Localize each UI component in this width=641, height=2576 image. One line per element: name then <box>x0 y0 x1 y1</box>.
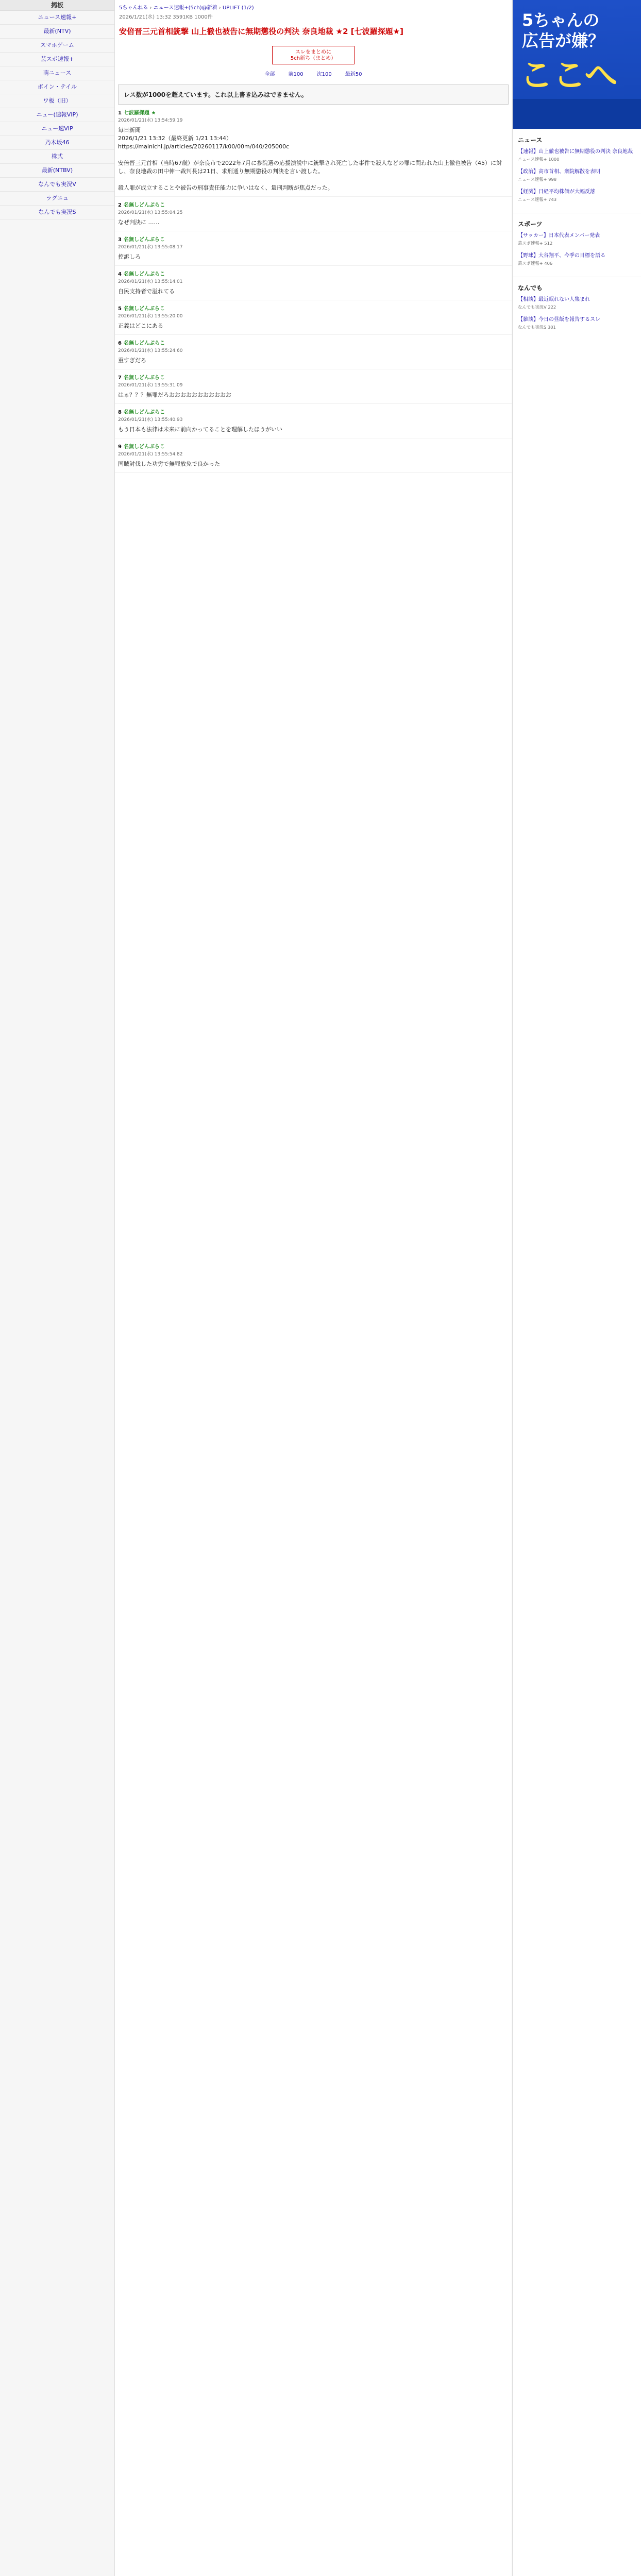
post-body: 重すぎだろ <box>118 357 146 364</box>
left-nav-item[interactable]: なんでも実況S <box>0 206 114 219</box>
post-date: 2026/01/21(水) 13:55:40.93 <box>118 417 183 422</box>
sidebar-item-title: 【サッカー】日本代表メンバー発表 <box>518 233 600 239</box>
post-header-left <box>118 409 183 423</box>
post-header-left <box>118 306 183 320</box>
left-nav-item[interactable]: 乃木坂46 <box>0 136 114 150</box>
sidebar-item[interactable] <box>518 189 636 204</box>
left-nav-item[interactable]: 最新(NTV) <box>0 25 114 39</box>
post-body: なぜ判決に …… <box>118 219 160 226</box>
post-header <box>118 236 509 251</box>
sidebar-item[interactable] <box>518 168 636 183</box>
sidebar-other-list <box>518 296 636 331</box>
post-author: 名無しどんぶらこ <box>123 202 165 208</box>
post-number[interactable]: 2 <box>118 202 122 208</box>
sidebar-item-title: 【速報】山上徹也被告に無期懲役の判決 奈良地裁 <box>518 149 633 155</box>
sidebar-item[interactable] <box>518 296 636 311</box>
matome-banner[interactable] <box>272 46 355 64</box>
ad-banner[interactable] <box>513 0 641 129</box>
post-date: 2026/01/21(水) 13:55:20.00 <box>118 314 183 319</box>
sidebar-item-title: 【雑談】今日の昼飯を報告するスレ <box>518 317 600 323</box>
sidebar-news-list <box>518 148 636 204</box>
thread-tabs <box>115 70 512 77</box>
sidebar-item-meta: なんでも実況V 222 <box>518 304 556 310</box>
post-author: 名無しどんぶらこ <box>123 306 165 312</box>
tab-all[interactable]: 全部 <box>264 72 275 77</box>
sidebar-other-section <box>513 277 641 341</box>
right-sidebar <box>512 0 641 2576</box>
post-date: 2026/01/21(水) 13:55:54.82 <box>118 452 183 457</box>
sidebar-sports-list <box>518 232 636 267</box>
left-nav-item[interactable]: 株式 <box>0 150 114 164</box>
post-author: 名無しどんぶらこ <box>123 341 165 346</box>
post-header <box>118 375 509 389</box>
post-header <box>118 306 509 320</box>
sidebar-item[interactable] <box>518 252 636 267</box>
post-author: 名無しどんぶらこ <box>123 444 165 450</box>
post-list <box>115 105 512 473</box>
breadcrumb-item-home[interactable]: 5ちゃんねる <box>119 5 148 11</box>
post <box>115 231 512 266</box>
post-body: 控訴しろ <box>118 253 141 260</box>
left-nav-item[interactable]: 最新(NTBV) <box>0 164 114 178</box>
post-date: 2026/01/21(水) 13:55:14.01 <box>118 279 183 284</box>
left-nav <box>0 0 115 2576</box>
left-nav-list <box>0 11 114 219</box>
sidebar-item-meta: 芸スポ速報+ 406 <box>518 261 553 266</box>
sidebar-news-title: ニュース <box>518 137 543 144</box>
sidebar-sports-section <box>513 213 641 277</box>
sidebar-item-meta: なんでも実況S 301 <box>518 325 556 330</box>
left-nav-item[interactable]: ボイン・テイル <box>0 80 114 94</box>
post-body: 毎日新聞 2026/1/21 13:32（最終更新 1/21 13:44） https://mainichi.jp/articles/20260117/k00/00m/040/205000c 安倍晋三元首相（当時67歳）が奈良市で2022年7月に参院選の応援演説中に銃撃され死亡した事件で殺人などの罪に問われた山上徹也被告（45）に対し、奈良地裁の田中伸一裁判長は21日、求刑通り無期懲役の判決を言い渡した。 殺人罪が成立することや被告の刑事責任能力に争いはなく、量刑判断が焦点だった。 <box>118 127 502 191</box>
sidebar-sports-title: スポーツ <box>518 221 543 228</box>
tab-latest-50[interactable]: 最新50 <box>345 72 362 77</box>
post-date: 2026/01/21(水) 13:55:04.25 <box>118 210 183 215</box>
post-header <box>118 202 509 216</box>
tab-next-100[interactable]: 次100 <box>316 72 332 77</box>
post-header-left <box>118 271 183 285</box>
post-number[interactable]: 5 <box>118 306 122 312</box>
post-header-left <box>118 202 183 216</box>
sidebar-item-meta: ニュース速報+ 743 <box>518 197 557 202</box>
left-nav-item[interactable]: 芸スポ速報+ <box>0 53 114 66</box>
left-nav-header: 掲板 <box>0 0 114 11</box>
post-header-left <box>118 236 183 251</box>
ad-line-3: ここへ <box>520 57 618 95</box>
post-date: 2026/01/21(水) 13:55:08.17 <box>118 245 183 250</box>
post-author: 名無しどんぶらこ <box>123 237 165 243</box>
sidebar-item-meta: 芸スポ速報+ 512 <box>518 241 553 246</box>
sidebar-news-section <box>513 129 641 213</box>
sidebar-item-meta: ニュース速報+ 998 <box>518 177 557 182</box>
post-body: もう日本も法律は未来に前向かってることを理解したほうがいい <box>118 426 282 433</box>
post-date: 2026/01/21(水) 13:54:59.19 <box>118 118 183 123</box>
post-author: 七波羅探題 ★ <box>123 110 156 116</box>
post <box>115 404 512 438</box>
sidebar-item-title: 【野球】大谷翔平、今季の目標を語る <box>518 253 605 259</box>
ad-bottom-bar <box>513 99 641 129</box>
thread-title: 安倍晋三元首相銃撃 山上徹也被告に無期懲役の判決 奈良地裁 ★2 [七波羅探題★] <box>119 27 403 36</box>
post-number[interactable]: 9 <box>118 444 122 450</box>
post-number[interactable]: 8 <box>118 410 122 415</box>
breadcrumb: 5ちゃんねる › ニュース速報+(5ch)@新着 › UPLIFT (1/2) <box>119 5 254 11</box>
breadcrumb-item-thread[interactable]: UPLIFT (1/2) <box>222 5 254 11</box>
post-header <box>118 444 509 458</box>
post-header-left <box>118 375 183 389</box>
banner-line-2: 5ch新ち（まとめ） <box>290 56 336 61</box>
sidebar-item-title: 【経済】日経平均株価が大幅反落 <box>518 189 595 195</box>
post-body: はぁ？？？無罪だろおおおおおおおおおおお <box>118 392 231 398</box>
sidebar-item-meta: ニュース速報+ 1000 <box>518 157 560 162</box>
left-nav-item[interactable]: ニュー(速報VIP) <box>0 108 114 122</box>
sidebar-other-title: なんでも <box>518 284 543 292</box>
post-number[interactable]: 6 <box>118 341 122 346</box>
banner-line-1: スレをまとめに <box>295 49 331 55</box>
sidebar-item-title: 【相談】最近眠れない人集まれ <box>518 297 590 302</box>
thread-meta: 2026/1/21(水) 13:32 3591KB 1000件 <box>119 14 213 20</box>
sidebar-item[interactable] <box>518 232 636 247</box>
post <box>115 438 512 473</box>
sidebar-item-title: 【政治】高市首相、衆院解散を表明 <box>518 169 600 175</box>
post-body: 正義はどこにある <box>118 323 163 329</box>
sidebar-item[interactable] <box>518 316 636 331</box>
post-number[interactable]: 4 <box>118 272 122 277</box>
post <box>115 266 512 300</box>
left-nav-item[interactable]: なんでも実況V <box>0 178 114 192</box>
post-date: 2026/01/21(水) 13:55:24.60 <box>118 348 183 353</box>
left-nav-item[interactable]: 萌ニュース <box>0 66 114 80</box>
post-author: 名無しどんぶらこ <box>123 375 165 381</box>
ad-line-1: 5ちゃんの <box>522 10 600 30</box>
post <box>115 105 512 197</box>
sidebar-item[interactable] <box>518 148 636 163</box>
post <box>115 300 512 335</box>
main-content <box>115 0 512 2576</box>
post-header-left <box>118 340 183 354</box>
post-body: 自民支持者で溢れてる <box>118 288 175 295</box>
breadcrumb-item-board[interactable]: ニュース速報+(5ch)@新着 <box>153 5 217 11</box>
left-nav-item[interactable]: ニュー速VIP <box>0 122 114 136</box>
post-header <box>118 340 509 354</box>
post-header-left <box>118 444 183 458</box>
post-header <box>118 271 509 285</box>
post-number[interactable]: 7 <box>118 375 122 381</box>
ad-line-2: 広告が嫌？ <box>522 31 605 50</box>
post <box>115 369 512 404</box>
post <box>115 335 512 369</box>
post-number[interactable]: 3 <box>118 237 122 243</box>
left-nav-item[interactable]: ニュース速報+ <box>0 11 114 25</box>
tab-prev-100[interactable]: 前100 <box>288 72 303 77</box>
post-body: 国賊討伐した功労で無罪放免で良かった <box>118 461 220 467</box>
post-author: 名無しどんぶらこ <box>123 410 165 415</box>
post-number[interactable]: 1 <box>118 110 122 116</box>
post-header-left <box>118 110 183 124</box>
post-header <box>118 110 509 124</box>
left-nav-item[interactable]: スマホゲーム <box>0 39 114 53</box>
left-nav-item[interactable]: ラグニュ <box>0 192 114 206</box>
post-author: 名無しどんぶらこ <box>123 272 165 277</box>
left-nav-item[interactable]: ワ板（旧） <box>0 94 114 108</box>
post-date: 2026/01/21(水) 13:55:31.09 <box>118 383 183 388</box>
post <box>115 197 512 231</box>
post-limit-notice: レス数が1000を超えています。これ以上書き込みはできません。 <box>118 84 509 105</box>
post-header <box>118 409 509 423</box>
